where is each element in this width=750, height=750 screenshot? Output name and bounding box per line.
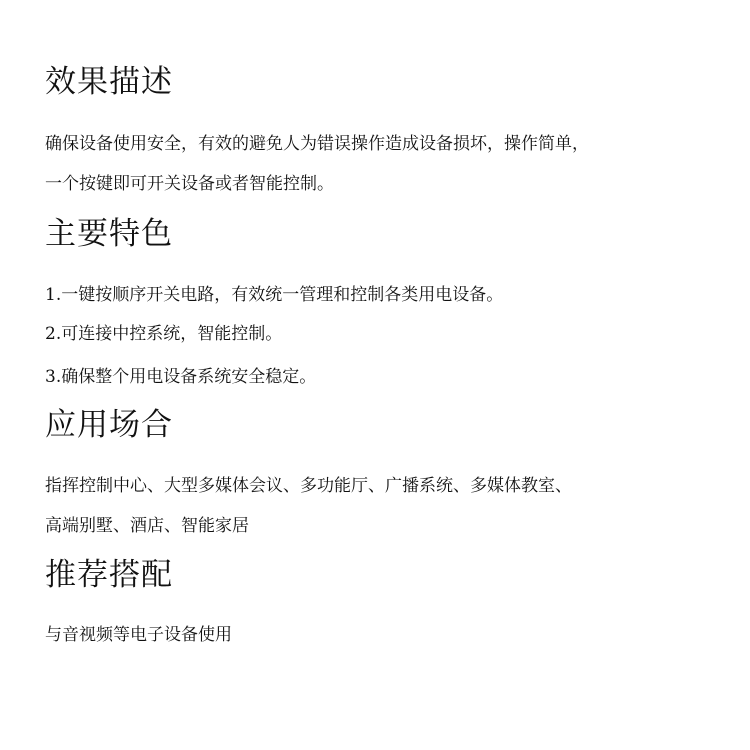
section-title-recommended-pairing: 推荐搭配 <box>45 557 173 593</box>
applications-line-2: 高端别墅、酒店、智能家居 <box>45 516 249 536</box>
feature-item-3: 3.确保整个用电设备系统安全稳定。 <box>45 367 317 387</box>
section-title-main-features: 主要特色 <box>45 216 173 252</box>
section-title-effect-description: 效果描述 <box>45 64 173 100</box>
feature-item-1: 1.一键按顺序开关电路，有效统一管理和控制各类用电设备。 <box>45 285 504 305</box>
section-title-applications: 应用场合 <box>45 407 173 443</box>
effect-description-line-1: 确保设备使用安全，有效的避免人为错误操作造成设备损坏，操作简单， <box>45 134 589 154</box>
applications-line-1: 指挥控制中心、大型多媒体会议、多功能厅、广播系统、多媒体教室、 <box>45 476 572 496</box>
feature-item-2: 2.可连接中控系统，智能控制。 <box>45 324 283 344</box>
recommended-pairing-line-1: 与音视频等电子设备使用 <box>45 625 232 645</box>
effect-description-line-2: 一个按键即可开关设备或者智能控制。 <box>45 174 334 194</box>
